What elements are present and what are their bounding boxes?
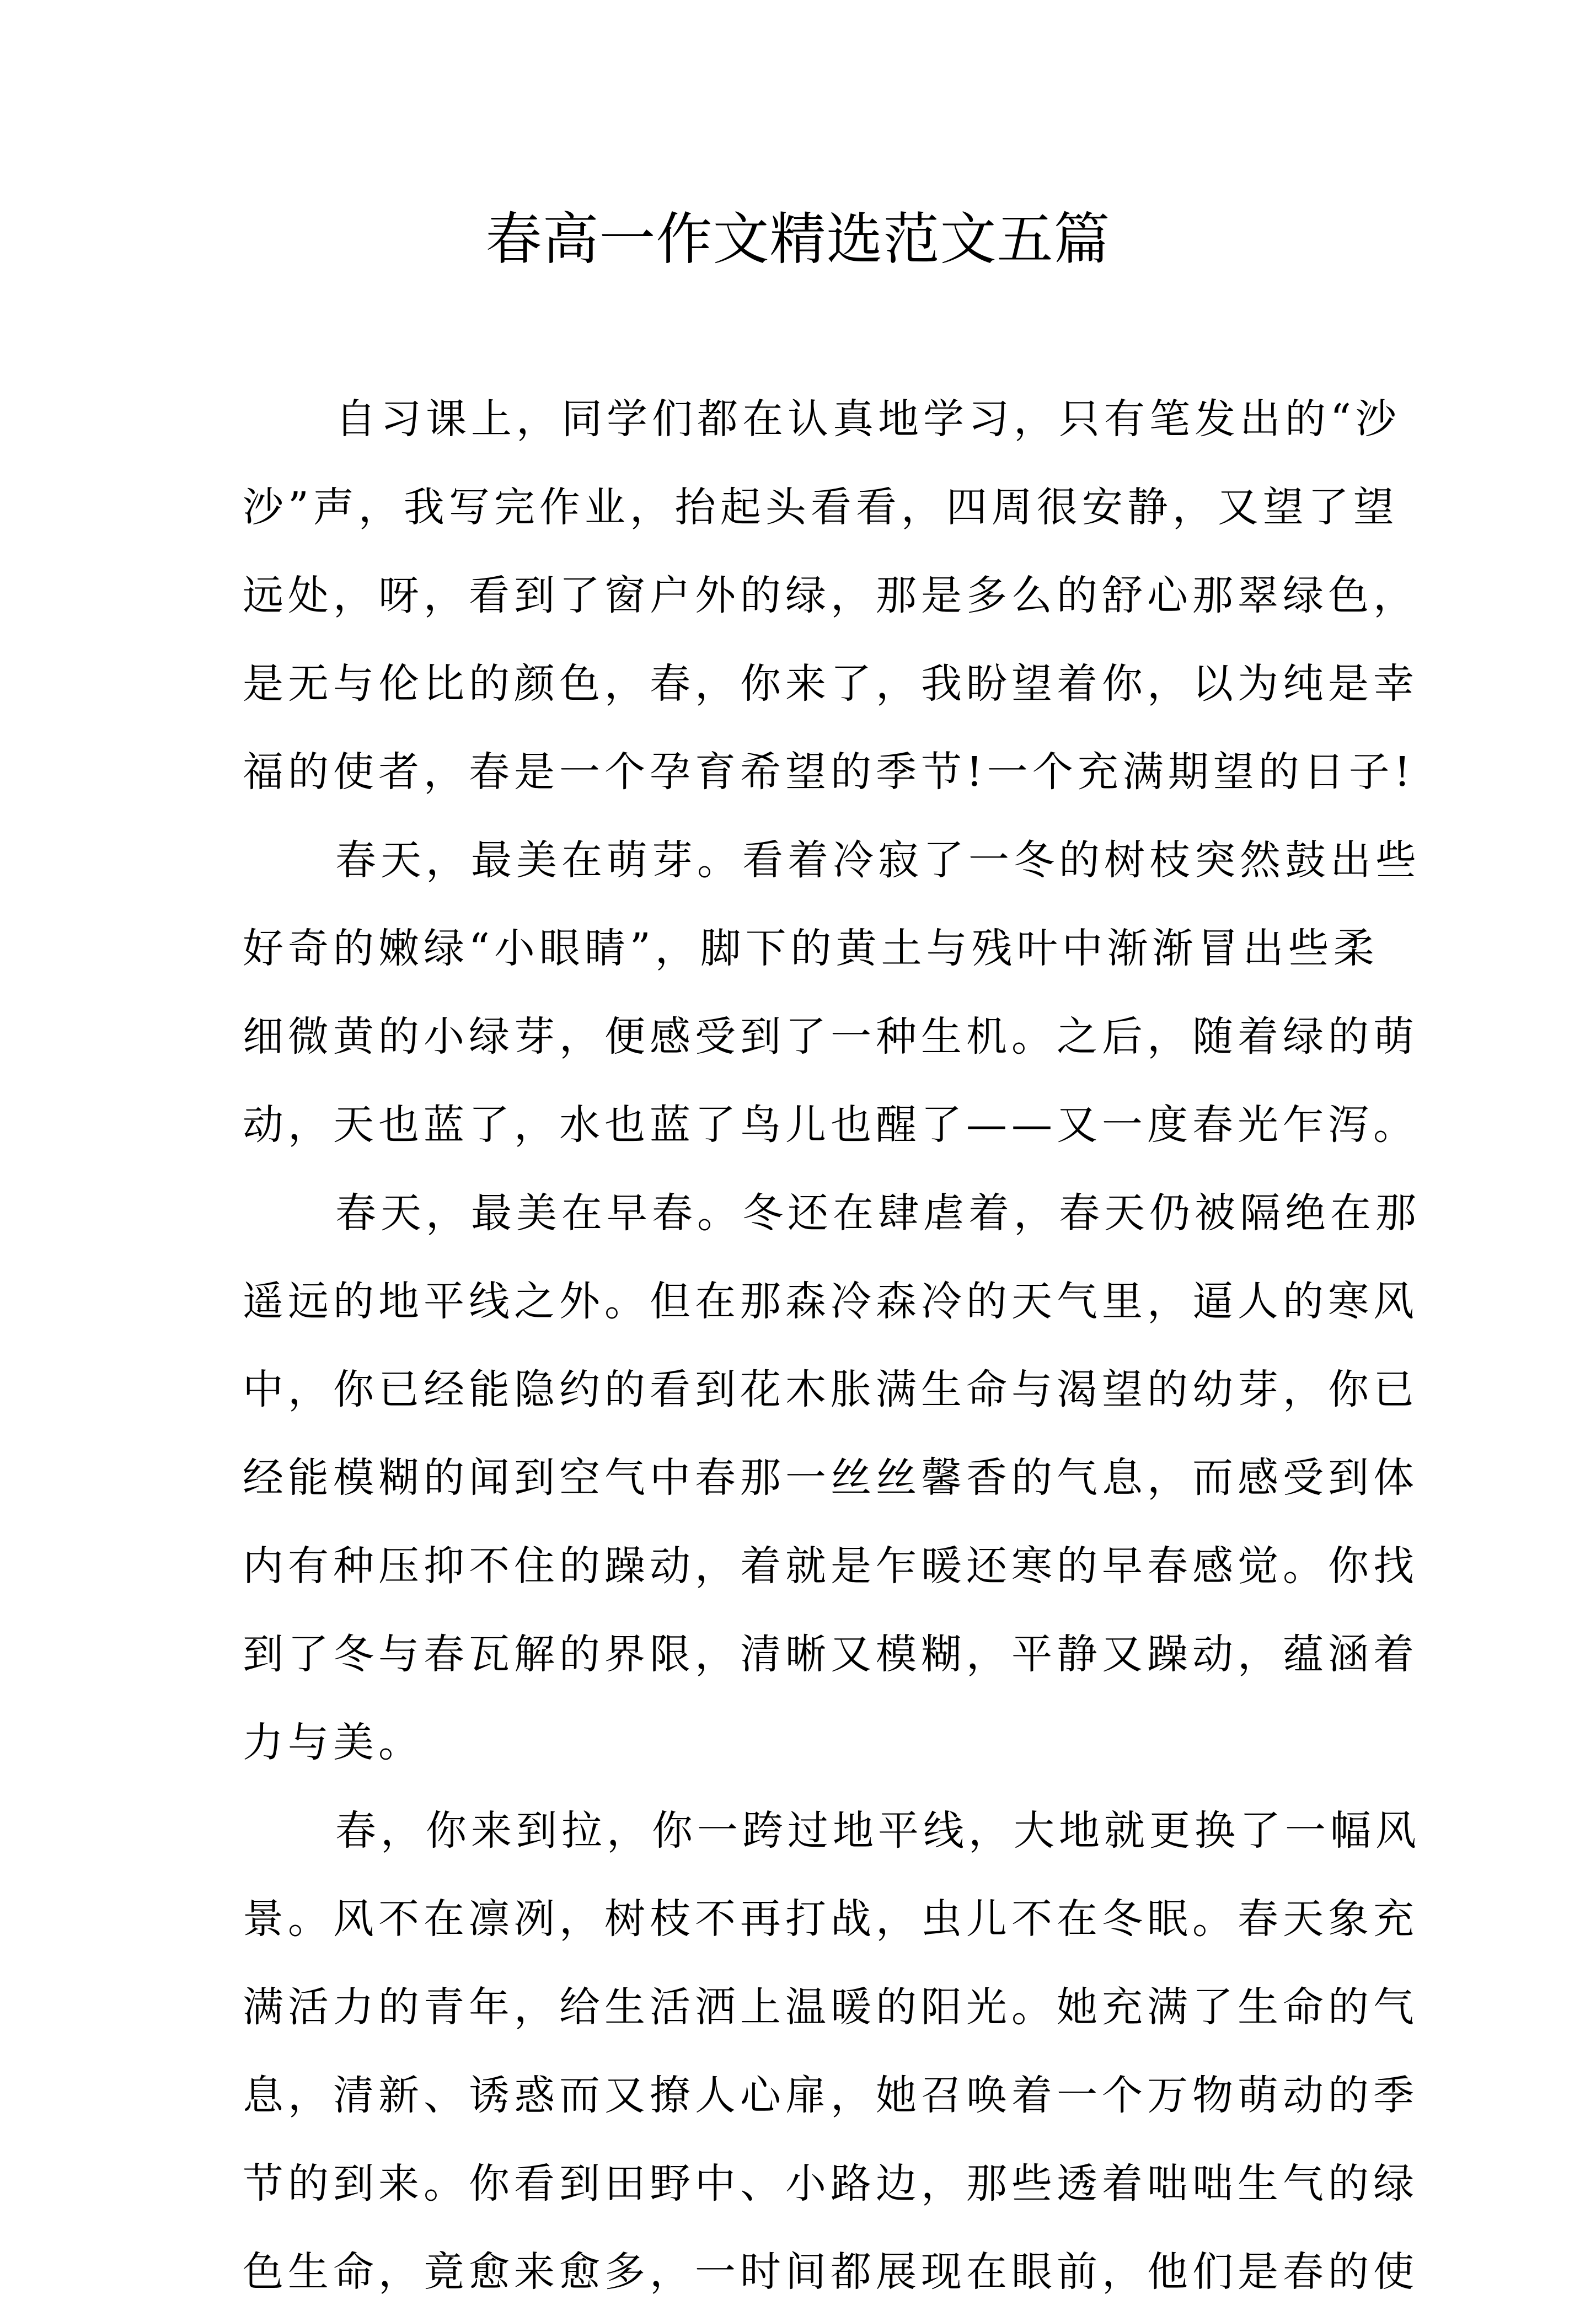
paragraph-line: 是无与伦比的颜色，春，你来了，我盼望着你，以为纯是幸 — [243, 660, 1418, 707]
paragraph-line: 中，你已经能隐约的看到花木胀满生命与渴望的幼芽，你已 — [243, 1366, 1418, 1413]
paragraph-line: 经能模糊的闻到空气中春那一丝丝馨香的气息，而感受到体 — [243, 1454, 1418, 1502]
paragraph-line: 细微黄的小绿芽，便感受到了一种生机。之后，随着绿的萌 — [243, 1013, 1418, 1060]
paragraph-line: 自习课上，同学们都在认真地学习，只有笔发出的“沙 — [335, 395, 1401, 443]
document-title: 春高一作文精选范文五篇 — [485, 207, 1111, 272]
paragraph-line: 春天，最美在早春。冬还在肆虐着，春天仍被隔绝在那 — [335, 1189, 1421, 1237]
document-body — [243, 375, 1421, 2316]
paragraph-line: 色生命，竟愈来愈多，一时间都展现在眼前，他们是春的使 — [243, 2248, 1418, 2296]
paragraph-line: 到了冬与春瓦解的界限，清晰又模糊，平静又躁动，蕴涵着 — [243, 1631, 1418, 1678]
paragraph-line: 内有种压抑不住的躁动，着就是乍暖还寒的早春感觉。你找 — [243, 1542, 1418, 1590]
paragraph-line: 满活力的青年，给生活洒上温暖的阳光。她充满了生命的气 — [243, 1983, 1418, 2031]
paragraph-line: 遥远的地平线之外。但在那森冷森冷的天气里，逼人的寒风 — [243, 1278, 1418, 1325]
paragraph-line: 春，你来到拉，你一跨过地平线，大地就更换了一幅风 — [335, 1807, 1421, 1854]
paragraph-line: 福的使者，春是一个孕育希望的季节!一个充满期望的日子! — [243, 748, 1415, 796]
paragraph-line: 好奇的嫩绿“小眼睛”，脚下的黄土与残叶中渐渐冒出些柔 — [243, 925, 1379, 972]
paragraph-line: 沙”声，我写完作业，抬起头看看，四周很安静，又望了望 — [243, 484, 1399, 531]
paragraph-line: 远处，呀，看到了窗户外的绿，那是多么的舒心那翠绿色， — [243, 572, 1418, 619]
paragraph-line: 息，清新、诱惑而又撩人心扉，她召唤着一个万物萌动的季 — [243, 2072, 1418, 2119]
paragraph-line: 节的到来。你看到田野中、小路边，那些透着咄咄生气的绿 — [243, 2160, 1418, 2207]
paragraph-line: 春天，最美在萌芽。看着冷寂了一冬的树枝突然鼓出些 — [335, 837, 1421, 884]
paragraph-line: 景。风不在凛冽，树枝不再打战，虫儿不在冬眠。春天象充 — [243, 1895, 1418, 1943]
paragraph-line: 力与美。 — [243, 1719, 424, 1766]
paragraph-line: 动，天也蓝了，水也蓝了鸟儿也醒了——又一度春光乍泻。 — [243, 1101, 1418, 1149]
